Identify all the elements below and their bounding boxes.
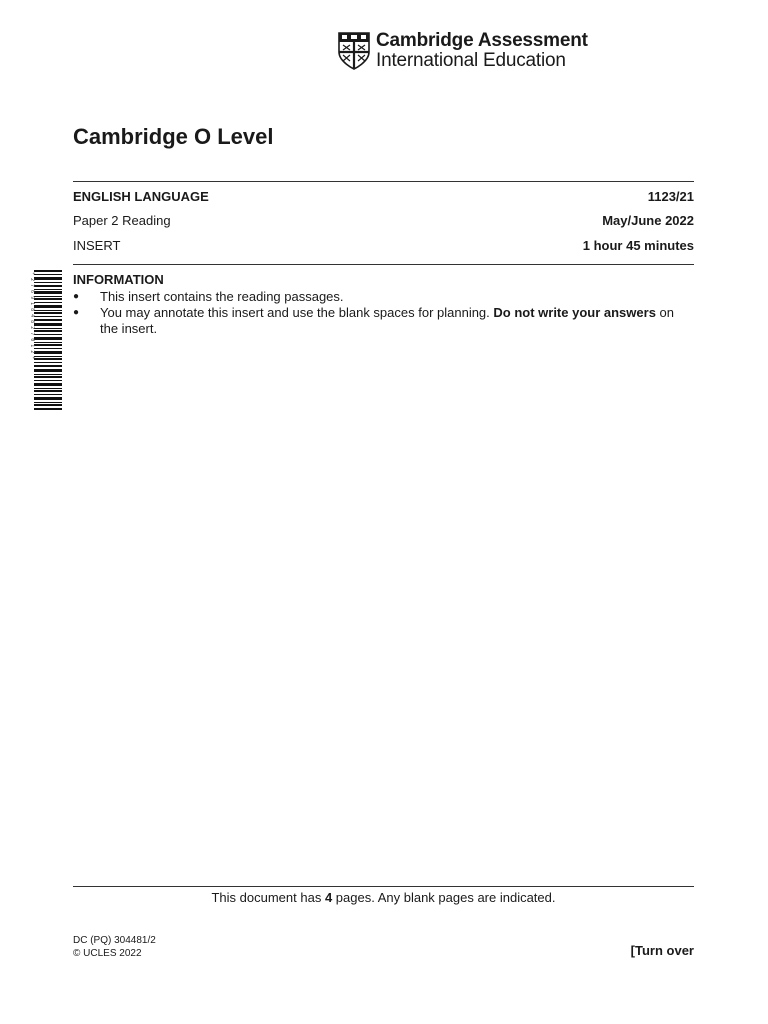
bullet-text-end: on the insert. <box>100 305 675 336</box>
logo-line-1: Cambridge Assessment <box>376 30 588 51</box>
document-type: INSERT <box>73 238 121 253</box>
logo-line-2: International Education <box>376 50 566 71</box>
paper-row <box>73 213 694 228</box>
bullet-dot: ● <box>73 307 80 318</box>
cambridge-logo <box>338 30 588 73</box>
bottom-divider <box>73 264 694 265</box>
note-start: This document has <box>211 890 325 905</box>
paper-name: Paper 2 Reading <box>73 213 171 228</box>
top-divider <box>73 181 694 182</box>
bullet-dot: ● <box>73 291 80 302</box>
subject-row <box>73 189 694 204</box>
footer-divider <box>73 886 694 887</box>
bullet-text-start: You may annotate this insert and use the blank spaces for planning. <box>100 305 494 320</box>
type-row <box>73 238 694 253</box>
barcode-digits: * 2 7 6 9 1 8 4 8 2 7 0 1 2 * <box>29 272 35 360</box>
bullet-text <box>100 305 694 336</box>
exam-duration: 1 hour 45 minutes <box>582 238 694 253</box>
university-shield-icon <box>338 32 370 70</box>
paper-code: 1123/21 <box>647 189 694 204</box>
exam-session: May/June 2022 <box>602 213 694 228</box>
page-title: Cambridge O Level <box>73 124 274 149</box>
document-code: DC (PQ) 304481/2 <box>73 935 156 946</box>
bullet-text: This insert contains the reading passages. <box>100 289 344 304</box>
bullet-text-emphasis: Do not write your answers <box>493 305 656 320</box>
document-code-block <box>73 934 156 960</box>
subject: ENGLISH LANGUAGE <box>73 189 209 204</box>
information-heading: INFORMATION <box>73 272 164 287</box>
page-count: 4 <box>324 890 333 905</box>
note-end: pages. Any blank pages are indicated. <box>332 890 556 905</box>
copyright: © UCLES 2022 <box>73 948 142 959</box>
page-count-note <box>73 890 694 905</box>
turn-over: [Turn over <box>630 943 694 958</box>
candidate-barcode <box>28 270 62 410</box>
